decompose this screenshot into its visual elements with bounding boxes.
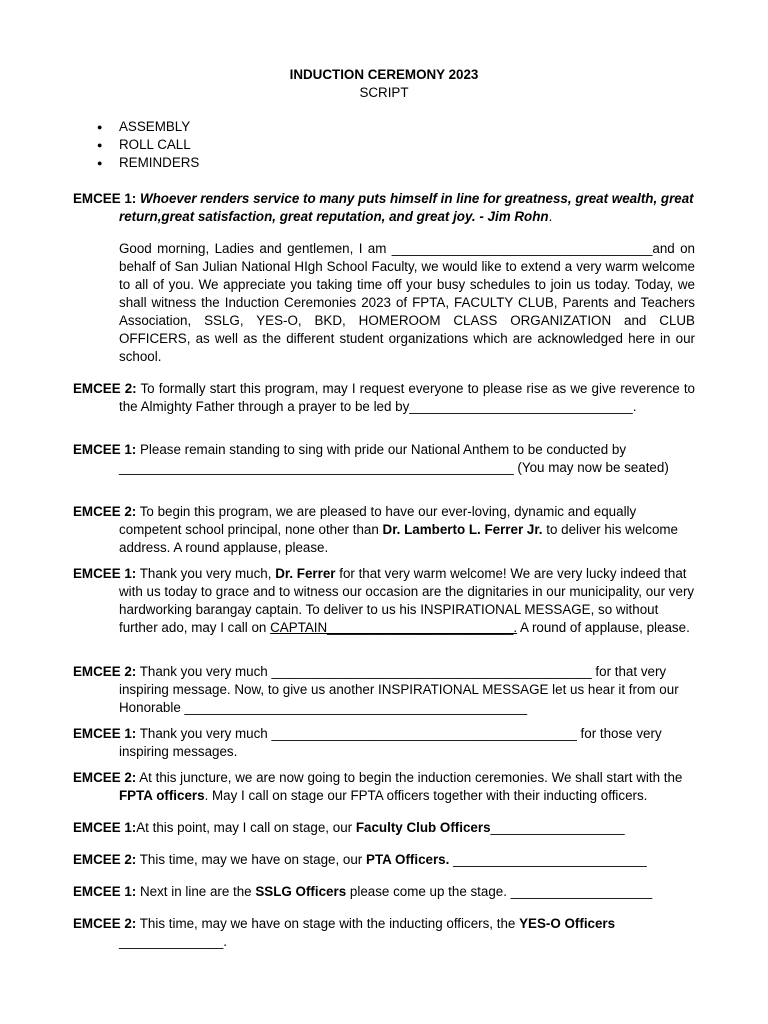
speaker-label: EMCEE 2: <box>73 769 137 785</box>
speaker-label: EMCEE 1: <box>73 725 137 741</box>
org-name: PTA Officers. <box>366 851 450 867</box>
emcee-line <box>73 503 695 557</box>
emcee-text: Thank you very much ___________________________________________ for that very inspiring message. Now, to give us another INSPIRATIONAL MESSAGE let us hear it from our Honorable ______________________________________________ <box>119 664 679 715</box>
document-title: INDUCTION CEREMONY 2023 <box>289 67 479 82</box>
agenda-list <box>73 118 695 172</box>
speaker-label: EMCEE 1: <box>73 566 137 582</box>
emcee-text: To formally start this program, may I request everyone to please rise as we give reverence to the Almighty Father through a prayer to be led by______________________________. <box>119 380 695 414</box>
emcee-text: Please remain standing to sing with pride our National Anthem to be conducted by _____________________________________________________ (You may now be seated) <box>119 442 669 476</box>
principal-name: Dr. Lamberto L. Ferrer Jr. <box>382 522 543 538</box>
org-name: FPTA officers <box>119 787 205 803</box>
emcee-line <box>73 851 695 869</box>
emcee-line <box>73 663 695 717</box>
emcee-text: This time, may we have on stage with the inducting officers, the <box>139 915 516 931</box>
document-subtitle: SCRIPT <box>359 85 409 100</box>
emcee-text: for that very warm welcome! We are very lucky indeed that with us today to grace and to witness our occasion are the dignitaries in our municipality, our very hardworking barangay captain. To deliver to us his INSPIRATIONAL MESSAGE, so without further ado, may I call on <box>119 566 695 636</box>
speaker-label: EMCEE 1: <box>73 442 137 458</box>
emcee-text: Thank you very much, <box>139 566 272 582</box>
emcee-line <box>73 883 695 901</box>
emcee-line <box>73 819 695 837</box>
welcome-paragraph: Good morning, Ladies and gentlemen, I am ___________________________________and on behalf of San Julian National HIgh School Faculty, we would like to extend a very warm welcome to all of you. We appreciate you taking time off your busy schedules to join us today. Today, we shall witness the Induction Ceremonies 2023 of FPTA, FACULTY CLUB, Parents and Teachers Association, SSLG, YES-O, BKD, HOMEROOM CLASS ORGANIZATION and CLUB OFFICERS, as well as the different student organizations which are acknowledged here in our school. <box>119 240 695 364</box>
emcee-text: ______________. <box>119 933 227 949</box>
emcee-line <box>73 565 695 637</box>
agenda-item: ● ROLL CALL <box>97 136 695 154</box>
org-name: Faculty Club Officers <box>355 819 491 835</box>
org-name: YES-O Officers <box>519 915 616 931</box>
emcee-text: This time, may we have on stage, our <box>139 851 363 867</box>
speaker-label: EMCEE 1: <box>73 819 137 835</box>
principal-short-name: Dr. Ferrer <box>275 566 336 582</box>
emcee-line <box>73 725 695 761</box>
org-name: SSLG Officers <box>255 883 347 899</box>
captain-blank: CAPTAIN_________________________. <box>270 620 518 636</box>
quote-end: . <box>548 208 553 224</box>
emcee-text: At this juncture, we are now going to begin the induction ceremonies. We shall start with the <box>139 769 683 785</box>
speaker-label: EMCEE 1: <box>73 883 137 899</box>
speaker-label: EMCEE 2: <box>73 915 137 931</box>
emcee-line <box>73 190 695 226</box>
emcee-line <box>73 380 695 416</box>
emcee-line <box>73 915 695 951</box>
emcee-line <box>73 441 695 477</box>
emcee-text: __________________________ <box>449 851 647 867</box>
emcee-text: To begin this program, we are pleased to have our ever-loving, dynamic and equally competent school principal, none other than <box>119 504 637 538</box>
speaker-label: EMCEE 2: <box>73 380 137 396</box>
emcee-text: please come up the stage. ___________________ <box>346 883 653 899</box>
emcee-text: __________________ <box>490 819 625 835</box>
speaker-label: EMCEE 2: <box>73 851 137 867</box>
document-page <box>73 66 695 951</box>
speaker-label: EMCEE 1: <box>73 191 137 206</box>
opening-quote: Whoever renders service to many puts himself in line for greatness, great wealth, great return,great satisfaction, great reputation, and great joy. - Jim Rohn <box>119 191 694 224</box>
emcee-text: . May I call on stage our FPTA officers together with their inducting officers. <box>204 787 648 803</box>
emcee-text: At this point, may I call on stage, our <box>136 819 353 835</box>
speaker-label: EMCEE 2: <box>73 504 137 520</box>
emcee-text: A round of applause, please. <box>517 620 690 636</box>
agenda-item: ● REMINDERS <box>97 154 695 172</box>
emcee-text: Next in line are the <box>139 883 252 899</box>
speaker-label: EMCEE 2: <box>73 664 137 680</box>
emcee-text: to deliver his welcome address. A round applause, please. <box>119 522 678 556</box>
emcee-line <box>73 769 695 805</box>
emcee-text: Thank you very much _________________________________________ for those very inspiring messages. <box>119 725 662 759</box>
agenda-item: ● ASSEMBLY <box>97 118 695 136</box>
